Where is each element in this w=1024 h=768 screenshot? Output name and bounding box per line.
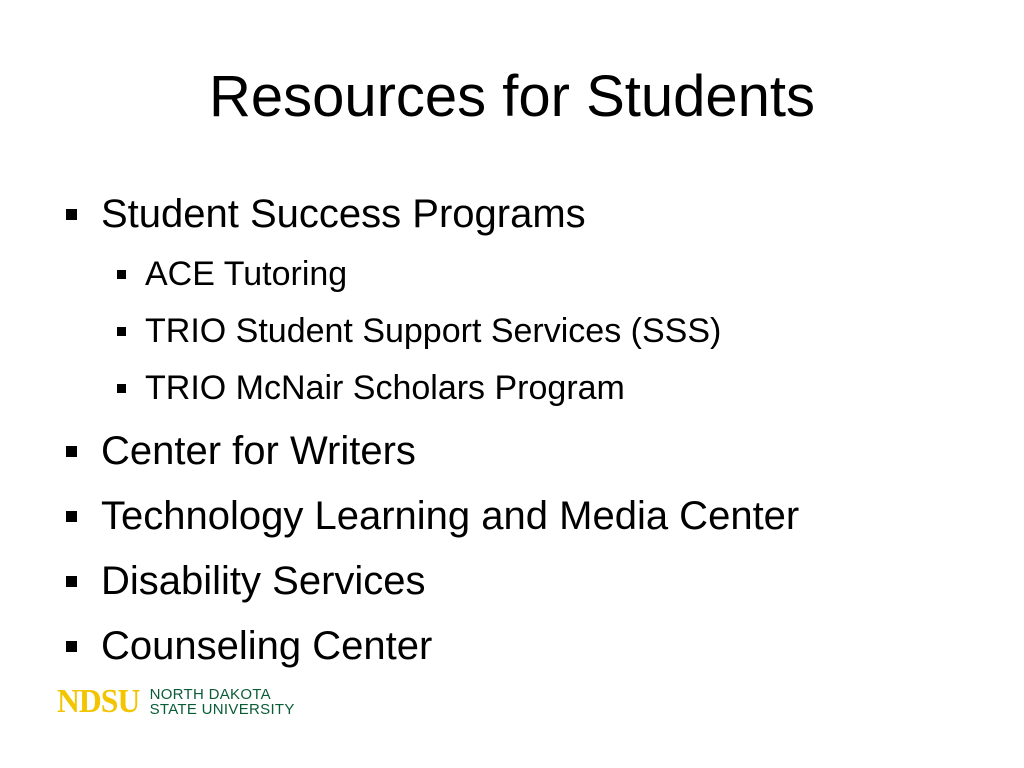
logo-wordmark — [150, 687, 295, 717]
list-item — [117, 311, 721, 351]
square-bullet-icon — [117, 384, 126, 393]
list-item — [66, 190, 586, 238]
square-bullet-icon — [66, 511, 77, 522]
list-item-text: TRIO McNair Scholars Program — [145, 369, 625, 407]
list-item — [66, 492, 799, 540]
square-bullet-icon — [66, 576, 77, 587]
logo-mark: NDSU — [57, 683, 140, 720]
list-item-text: TRIO Student Support Services (SSS) — [145, 312, 722, 350]
logo-line-2: STATE UNIVERSITY — [149, 701, 295, 718]
list-item-text: Technology Learning and Media Center — [101, 494, 800, 538]
list-item — [66, 427, 416, 475]
ndsu-logo — [57, 684, 295, 720]
list-item — [66, 622, 432, 670]
list-item-text: Student Success Programs — [101, 192, 586, 236]
square-bullet-icon — [66, 641, 77, 652]
list-item-text: Center for Writers — [101, 429, 416, 473]
list-item-text: ACE Tutoring — [145, 255, 348, 293]
square-bullet-icon — [66, 446, 77, 457]
list-item — [117, 368, 625, 408]
list-item — [66, 557, 426, 605]
list-item — [117, 254, 347, 294]
square-bullet-icon — [117, 270, 126, 279]
square-bullet-icon — [117, 327, 126, 336]
logo-line-1: NORTH DAKOTA — [149, 686, 271, 703]
list-item-text: Disability Services — [101, 559, 426, 603]
list-item-text: Counseling Center — [101, 624, 433, 668]
square-bullet-icon — [66, 209, 77, 220]
slide-title: Resources for Students — [208, 64, 816, 129]
